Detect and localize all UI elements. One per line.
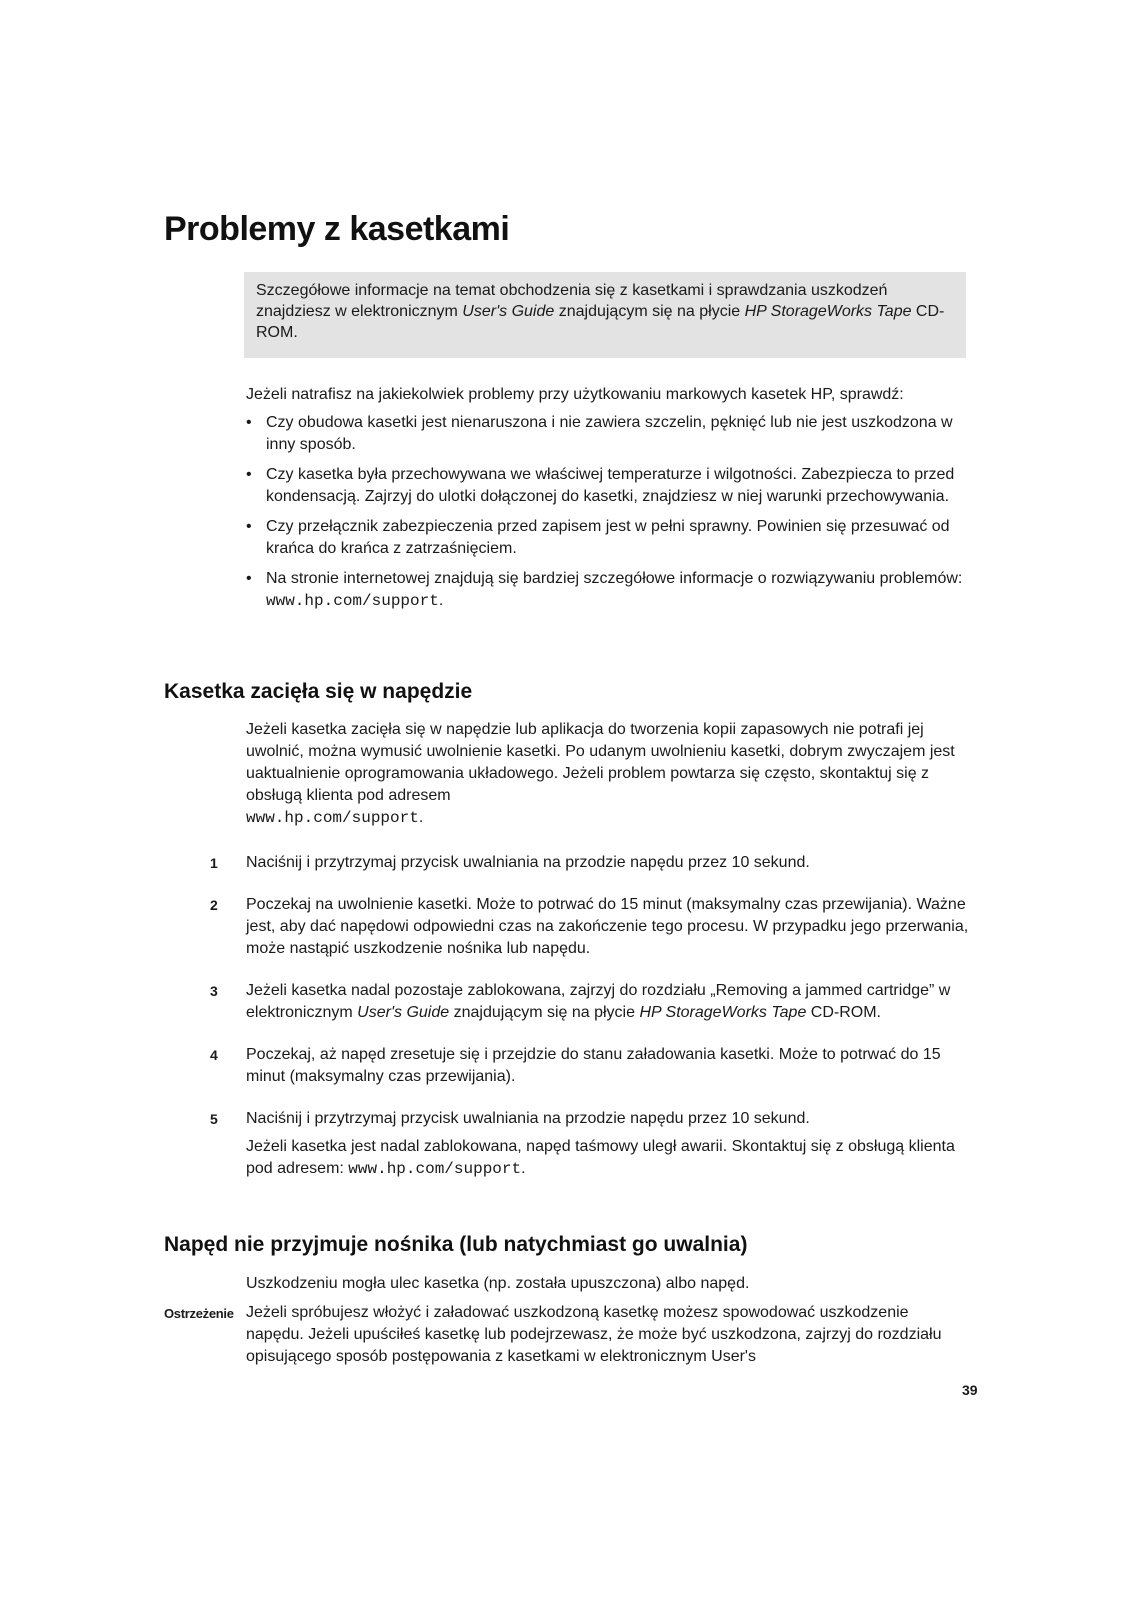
step-followup: Jeżeli kasetka jest nadal zablokowana, napęd taśmowy uległ awarii. Skontaktuj się z obsługą klienta pod adresem: www.hp.com/support. <box>246 1138 955 1178</box>
list-item: • Czy przełącznik zabezpieczenia przed zapisem jest w pełni sprawny. Powinien się przesuwać od krańca do krańca z zatrzaśnięciem. <box>244 516 970 560</box>
list-item: • Na stronie internetowej znajdują się bardziej szczegółowe informacje o rozwiązywaniu problemów: www.hp.com/support. <box>244 568 970 612</box>
step-item: 5 Naciśnij i przytrzymaj przycisk uwalniania na przodzie napędu przez 10 sekund. Jeżeli kasetka jest nadal zablokowana, napęd taśmowy uległ awarii. Skontaktuj się z obsługą klienta pod adresem: www.hp.com/support. <box>164 1108 970 1180</box>
warning-text: Jeżeli spróbujesz włożyć i załadować uszkodzoną kasetkę możesz spowodować uszkodzenie napędu. Jeżeli upuściłeś kasetkę lub podejrzewasz, że może być uszkodzona, zajrzyj do rozdziału opisującego sposób postępowania z kasetkami w elektronicznym User's <box>246 1304 942 1365</box>
check-list <box>244 412 970 620</box>
page-title: Problemy z kasetkami <box>164 210 510 248</box>
step-number: 1 <box>210 855 218 871</box>
note-text-3: CD-ROM. <box>256 303 945 341</box>
warning-block <box>164 1302 970 1368</box>
page-number: 39 <box>962 1382 978 1398</box>
steps-list <box>164 852 970 1200</box>
step-number: 4 <box>210 1047 218 1063</box>
step-number: 5 <box>210 1111 218 1127</box>
warning-label: Ostrzeżenie <box>164 1306 234 1321</box>
list-item: • Czy kasetka była przechowywana we właściwej temperaturze i wilgotności. Zabezpiecza to przed kondensacją. Zajrzyj do ulotki dołączonej do kasetki, znajdziesz w niej warunki przechowywania. <box>244 464 970 508</box>
step-item: 1 Naciśnij i przytrzymaj przycisk uwalniania na przodzie napędu przez 10 sekund. <box>164 852 970 874</box>
step-item: 4 Poczekaj, aż napęd zresetuje się i przejdzie do stanu załadowania kasetki. Może to potrwać do 15 minut (maksymalny czas przewijania). <box>210 1046 941 1085</box>
support-link[interactable]: www.hp.com/support <box>348 1160 522 1178</box>
note-text-2: znajdującym się na płycie <box>554 303 745 320</box>
note-product-name: HP StorageWorks Tape <box>744 303 912 320</box>
step-item: 3 Jeżeli kasetka nadal pozostaje zablokowana, zajrzyj do rozdziału „Removing a jammed cartridge” w elektronicznym User's Guide znajdującym się na płycie HP StorageWorks Tape CD-ROM. <box>210 982 951 1021</box>
support-link[interactable]: www.hp.com/support <box>266 592 439 610</box>
info-note-box <box>244 272 966 358</box>
note-text: Szczegółowe informacje na temat obchodzenia się z kasetkami i sprawdzania uszkodzeń znajdziesz w elektronicznym <box>256 282 888 320</box>
support-link[interactable]: www.hp.com/support <box>246 809 419 827</box>
step-number: 2 <box>210 897 218 913</box>
note-guide-title: User's Guide <box>462 303 555 320</box>
step-number: 3 <box>210 983 218 999</box>
intro-paragraph: Jeżeli natrafisz na jakiekolwiek problemy przy użytkowaniu markowych kasetek HP, sprawdź: <box>246 386 904 403</box>
rejects-paragraph: Uszkodzeniu mogła ulec kasetka (np. została upuszczona) albo napęd. <box>246 1275 750 1292</box>
jammed-paragraph: Jeżeli kasetka zacięła się w napędzie lub aplikacja do tworzenia kopii zapasowych nie potrafi jej uwolnić, można wymusić uwolnienie kasetki. Po udanym uwolnieniu kasetki, dobrym zwyczajem jest uaktualnienie oprogramowania układowego. Jeżeli problem powtarza się często, skontaktuj się z obsługą klienta pod adresem www.hp.com/support. <box>246 721 955 827</box>
section-heading-jammed: Kasetka zacięła się w napędzie <box>164 680 473 703</box>
step-item: 2 Poczekaj na uwolnienie kasetki. Może to potrwać do 15 minut (maksymalny czas przewijania). Ważne jest, aby dać napędowi odpowiedni czas na zakończenie tego procesu. W przypadku jego przerwania, może nastąpić uszkodzenie nośnika lub napędu. <box>210 896 969 957</box>
section-heading-rejects-media: Napęd nie przyjmuje nośnika (lub natychmiast go uwalnia) <box>164 1233 748 1256</box>
list-item: • Czy obudowa kasetki jest nienaruszona i nie zawiera szczelin, pęknięć lub nie jest uszkodzona w inny sposób. <box>244 412 970 456</box>
